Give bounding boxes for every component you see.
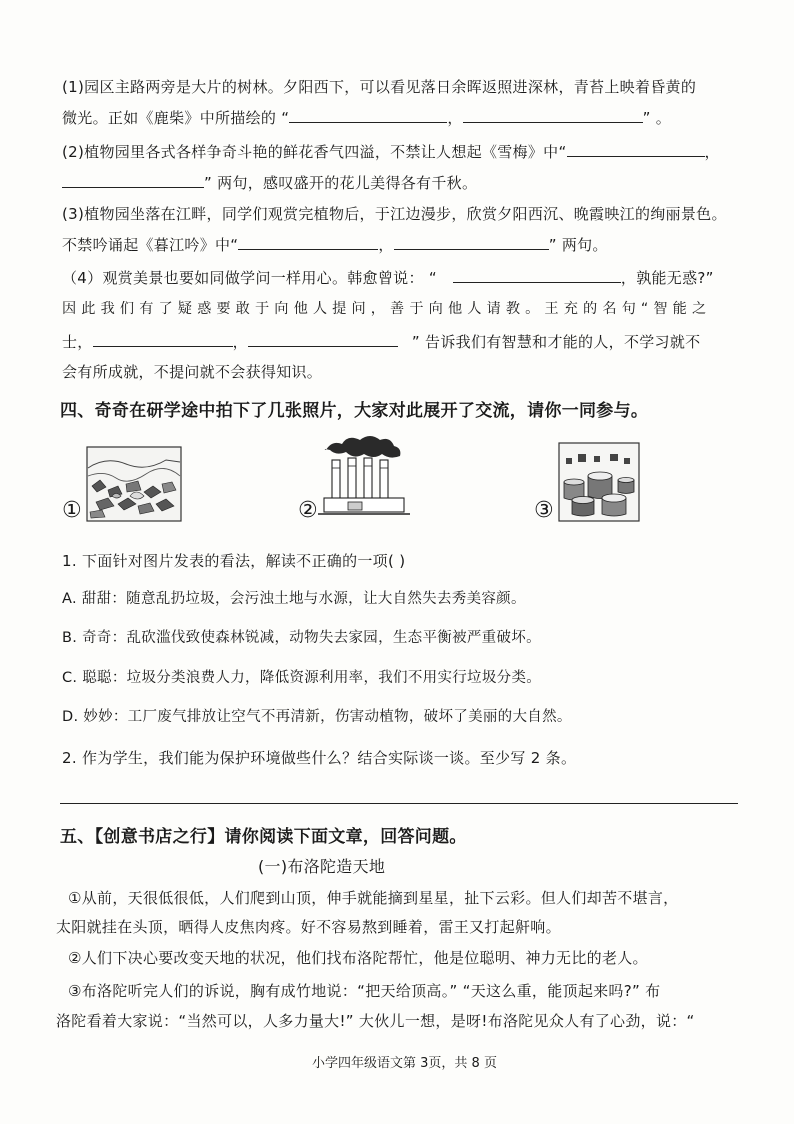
answer-blank[interactable]	[394, 233, 549, 250]
q3-item4-c-pre: 士，	[62, 333, 93, 351]
q3-item2-post: ” 两句，感叹盛开的花儿美得各有千秋。	[204, 174, 478, 192]
answer-blank[interactable]	[453, 266, 621, 283]
answer-blank[interactable]	[93, 330, 233, 347]
photo-factory-smoke	[318, 436, 410, 522]
passage-p1-line2: 太阳就挂在头顶，晒得人皮焦肉疼。好不容易熬到睡着，雷王又打起鼾响。	[56, 918, 561, 936]
q5-heading: 五、【创意书店之行】请你阅读下面文章，回答问题。	[60, 827, 467, 847]
q3-item3-post: ” 两句。	[548, 236, 608, 254]
q3-item1-line2	[62, 106, 671, 129]
photo-label-1: ①	[62, 498, 82, 523]
passage-p3-line2: 洛陀看着大家说：“当然可以，人多力量大!” 大伙儿一想，是呀!布洛陀见众人有了心劲，说：“	[56, 1012, 695, 1030]
q3-item4-post: ，孰能无惑?”	[620, 269, 714, 287]
option-a[interactable]: A. 甜甜：随意乱扔垃圾，会污浊土地与水源，让大自然失去秀美容颜。	[62, 591, 526, 607]
q3-item3-line1: (3)植物园坐落在江畔，同学们观赏完植物后，于江边漫步，欣赏夕阳西沉、晚霞映江的绚丽景色。	[62, 205, 727, 223]
q3-item1-mid: ，	[447, 109, 463, 127]
q3-item2-mid: ，	[704, 143, 720, 161]
q3-item3-line2	[62, 233, 608, 256]
answer-blank[interactable]	[248, 330, 398, 347]
q4-question2: 2. 作为学生，我们能为保护环境做些什么？结合实际谈一谈。至少写 2 条。	[62, 749, 577, 767]
q3-item3-pre: 不禁吟诵起《暮江吟》中“	[62, 236, 239, 254]
q3-item4-pre: （4）观赏美景也要如同做学问一样用心。韩愈曾说： “	[62, 269, 437, 287]
q3-item2-line1	[62, 140, 720, 163]
photo-litter-landscape	[86, 446, 182, 522]
q3-item4-line3	[62, 330, 700, 353]
q3-item1-line1: (1)园区主路两旁是大片的树林。夕阳西下，可以看见落日余晖返照进深林，青苔上映着昏黄的	[62, 78, 697, 96]
passage-title: (一)布洛陀造天地	[258, 857, 386, 876]
q4-question1: 1. 下面针对图片发表的看法，解读不正确的一项( )	[62, 552, 406, 570]
photo-label-2: ②	[298, 498, 318, 523]
passage-p3-line1: ③布洛陀听完人们的诉说，胸有成竹地说：“把天给顶高。” “天这么重，能顶起来吗?” 布	[68, 982, 661, 1000]
answer-blank[interactable]	[567, 140, 705, 157]
q3-item1-pre: 微光。正如《鹿柴》中所描绘的 “	[62, 109, 290, 127]
page-footer: 小学四年级语文第 3页，共 8 页	[312, 1056, 497, 1071]
q3-item3-mid: ，	[378, 236, 394, 254]
passage-p2: ②人们下决心要改变天地的状况，他们找布洛陀帮忙，他是位聪明、神力无比的老人。	[68, 949, 648, 967]
q3-item2-line2	[62, 171, 477, 194]
option-d[interactable]: D. 妙妙：工厂废气排放让空气不再清新，伤害动植物，破坏了美丽的大自然。	[62, 709, 572, 725]
q3-item2-pre: (2)植物园里各式各样争奇斗艳的鲜花香气四溢，不禁让人想起《雪梅》中“	[62, 143, 567, 161]
q3-item4-line1	[62, 266, 714, 289]
q3-item4-c-mid: ，	[232, 333, 248, 351]
photo-tree-stumps	[558, 442, 640, 522]
answer-line[interactable]	[60, 803, 738, 804]
q4-heading: 四、奇奇在研学途中拍下了几张照片，大家对此展开了交流，请你一同参与。	[60, 401, 649, 421]
answer-blank[interactable]	[62, 171, 204, 188]
photo-label-3: ③	[534, 498, 554, 523]
answer-blank[interactable]	[463, 106, 643, 123]
answer-blank[interactable]	[289, 106, 447, 123]
answer-blank[interactable]	[238, 233, 378, 250]
passage-p1-line1: ①从前，天很低很低，人们爬到山顶，伸手就能摘到星星，扯下云彩。但人们却苦不堪言，	[68, 889, 679, 907]
option-b[interactable]: B. 奇奇：乱砍滥伐致使森林锐减，动物失去家园，生态平衡被严重破坏。	[62, 630, 541, 646]
option-c[interactable]: C. 聪聪：垃圾分类浪费人力，降低资源利用率，我们不用实行垃圾分类。	[62, 670, 542, 686]
q3-item4-line2: 因 此 我 们 有 了 疑 惑 要 敢 于 向 他 人 提 问 ， 善 于 向 他 人 请 教 。 王 充 的 名 句 “ 智 能 之	[62, 301, 707, 317]
q3-item1-post: ” 。	[642, 109, 672, 127]
q3-item4-c-post: ” 告诉我们有智慧和才能的人，不学习就不	[411, 333, 701, 351]
q3-item4-line4: 会有所成就，不提问就不会获得知识。	[62, 363, 323, 381]
